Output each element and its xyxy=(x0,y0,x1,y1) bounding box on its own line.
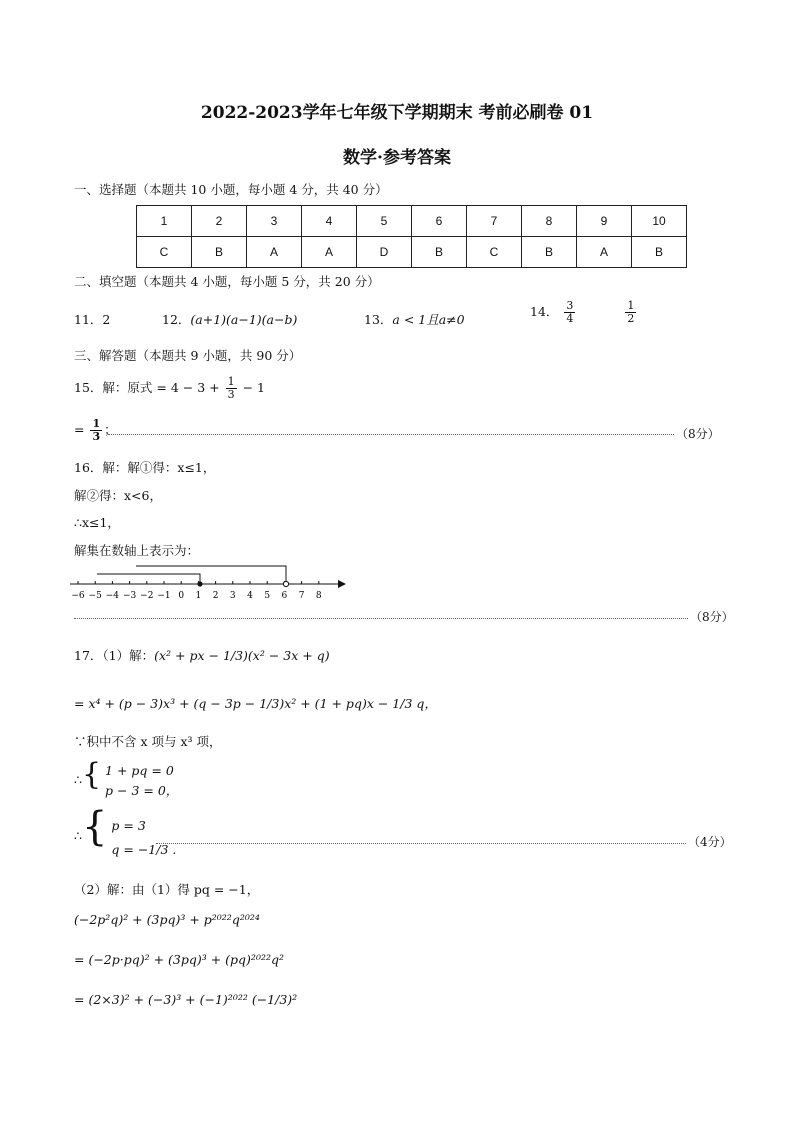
table-cell-number: 10 xyxy=(632,206,687,237)
table-cell-number: 4 xyxy=(302,206,357,237)
q17-because: ∵积中不含 x 项与 x³ 项， xyxy=(74,734,222,749)
number-line-tick-label: −1 xyxy=(157,591,171,601)
number-line-tick-label: 4 xyxy=(247,591,253,601)
solid-point-1 xyxy=(197,581,202,586)
table-cell-number: 5 xyxy=(357,206,412,237)
table-cell-number: 7 xyxy=(467,206,522,237)
q17-expression-1: (x² + px − 1/3)(x² − 3x + q) xyxy=(154,648,330,663)
table-cell-answer: B xyxy=(192,237,247,268)
q17-line-b: = (−2p·pq)² + (3pq)³ + (pq)²⁰²²q² xyxy=(74,952,284,967)
q12-answer: (a+1)(a−1)(a−b) xyxy=(190,312,298,327)
section-heading-fill: 二、填空题（本题共 4 小题，每小题 5 分，共 20 分） xyxy=(74,274,380,289)
q16-dotted-leader xyxy=(74,618,688,619)
q15-fraction: $\frac{1}{3}$ xyxy=(227,375,235,401)
q17-score-1: （4分） xyxy=(688,835,732,849)
q17-part1: 17．（1）解：(x² + px − 1/3)(x² − 3x + q) xyxy=(74,648,330,663)
q16-line-2: 解②得：x<6， xyxy=(74,488,162,503)
table-row-numbers xyxy=(137,206,687,237)
number-line-tick-label: 2 xyxy=(212,591,219,601)
table-cell-answer: A xyxy=(577,237,632,268)
table-cell-number: 6 xyxy=(412,206,467,237)
number-line-tick-label: 8 xyxy=(315,591,322,601)
q13-answer: a < 1且a≠0 xyxy=(392,312,465,327)
q13-label: 13． xyxy=(364,312,393,327)
document-title: 2022-2023学年七年级下学期期末 考前必刷卷 01 xyxy=(200,103,594,123)
number-line-tick-label: −3 xyxy=(122,591,137,601)
table-cell-answer: B xyxy=(412,237,467,268)
table-cell-answer: A xyxy=(302,237,357,268)
answer-q11: 11．2 xyxy=(74,312,111,327)
number-line xyxy=(66,558,356,604)
q15-result-fraction: $\frac{1}{3}$ xyxy=(92,417,101,443)
q17-system-2: ∴{ p = 3 q = −1/3 . xyxy=(74,804,177,857)
answer-table xyxy=(136,205,687,268)
number-line-tick-label: −2 xyxy=(140,591,154,601)
q16-line-1: 16．解：解①得：x≤1， xyxy=(74,460,216,475)
table-cell-answer: C xyxy=(137,237,192,268)
solution-bracket-x-lt-6 xyxy=(136,566,286,584)
table-cell-number: 9 xyxy=(577,206,632,237)
number-line-tick-label: −4 xyxy=(105,591,120,601)
number-line-tick-label: 7 xyxy=(298,591,305,601)
q15-dotted-leader xyxy=(108,434,674,435)
document-subtitle: 数学·参考答案 xyxy=(343,148,451,168)
q15-line-2: = $\frac{1}{3}$ ； xyxy=(74,417,117,443)
q17-part2: （2）解：由（1）得 pq = −1， xyxy=(74,882,260,897)
table-cell-answer: B xyxy=(522,237,577,268)
answer-q14 xyxy=(530,300,638,325)
section-heading-choice: 一、选择题（本题共 10 小题，每小题 4 分，共 40 分） xyxy=(74,182,388,197)
answer-q12 xyxy=(162,310,297,328)
q17-line-a: (−2p²q)² + (3pq)³ + p²⁰²²q²⁰²⁴ xyxy=(74,912,260,927)
table-cell-answer: C xyxy=(467,237,522,268)
q15-score: （8分） xyxy=(676,427,720,441)
number-line-tick-label: 3 xyxy=(229,591,236,601)
number-line-tick-label: 6 xyxy=(281,591,288,601)
q17-expression-2: = x⁴ + (p − 3)x³ + (q − 3p − 1/3)x² + (1 + pq)x − 1/3 q， xyxy=(74,696,437,711)
table-cell-number: 3 xyxy=(247,206,302,237)
q17-dotted-leader xyxy=(156,843,686,844)
q17-system-1: ∴{ 1 + pq = 0 p − 3 = 0， xyxy=(74,757,179,798)
table-cell-number: 8 xyxy=(522,206,577,237)
table-cell-answer: D xyxy=(357,237,412,268)
number-line-tick-label: 5 xyxy=(264,591,271,601)
q14-label: 14． xyxy=(530,304,559,319)
answer-q13 xyxy=(364,310,465,328)
q14-fraction-2: $\frac{1}{2}$ xyxy=(627,299,635,325)
table-row-answers xyxy=(137,237,687,268)
hollow-point-6 xyxy=(283,581,288,586)
table-cell-answer: B xyxy=(632,237,687,268)
number-line-tick-label: 0 xyxy=(178,591,185,601)
q12-label: 12． xyxy=(162,312,191,327)
section-heading-solve: 三、解答题（本题共 9 小题，共 90 分） xyxy=(74,348,302,363)
number-line-tick-label: 1 xyxy=(195,591,202,601)
q16-score: （8分） xyxy=(690,610,734,624)
number-line-arrow xyxy=(338,580,346,588)
q17-line-c: = (2×3)² + (−3)³ + (−1)²⁰²² (−1/3)² xyxy=(74,992,298,1007)
table-cell-answer: A xyxy=(247,237,302,268)
table-cell-number: 2 xyxy=(192,206,247,237)
q16-line-3: ∴x≤1， xyxy=(74,515,120,530)
q14-fraction-1: $\frac{3}{4}$ xyxy=(566,299,574,325)
number-line-tick-label: −5 xyxy=(88,591,102,601)
number-line-tick-label: −6 xyxy=(71,591,85,601)
q15-line-1: 15．解：原式 = 4 − 3 + $\frac{1}{3}$ − 1 xyxy=(74,375,265,401)
q16-line-4: 解集在数轴上表示为： xyxy=(74,543,200,558)
table-cell-number: 1 xyxy=(137,206,192,237)
